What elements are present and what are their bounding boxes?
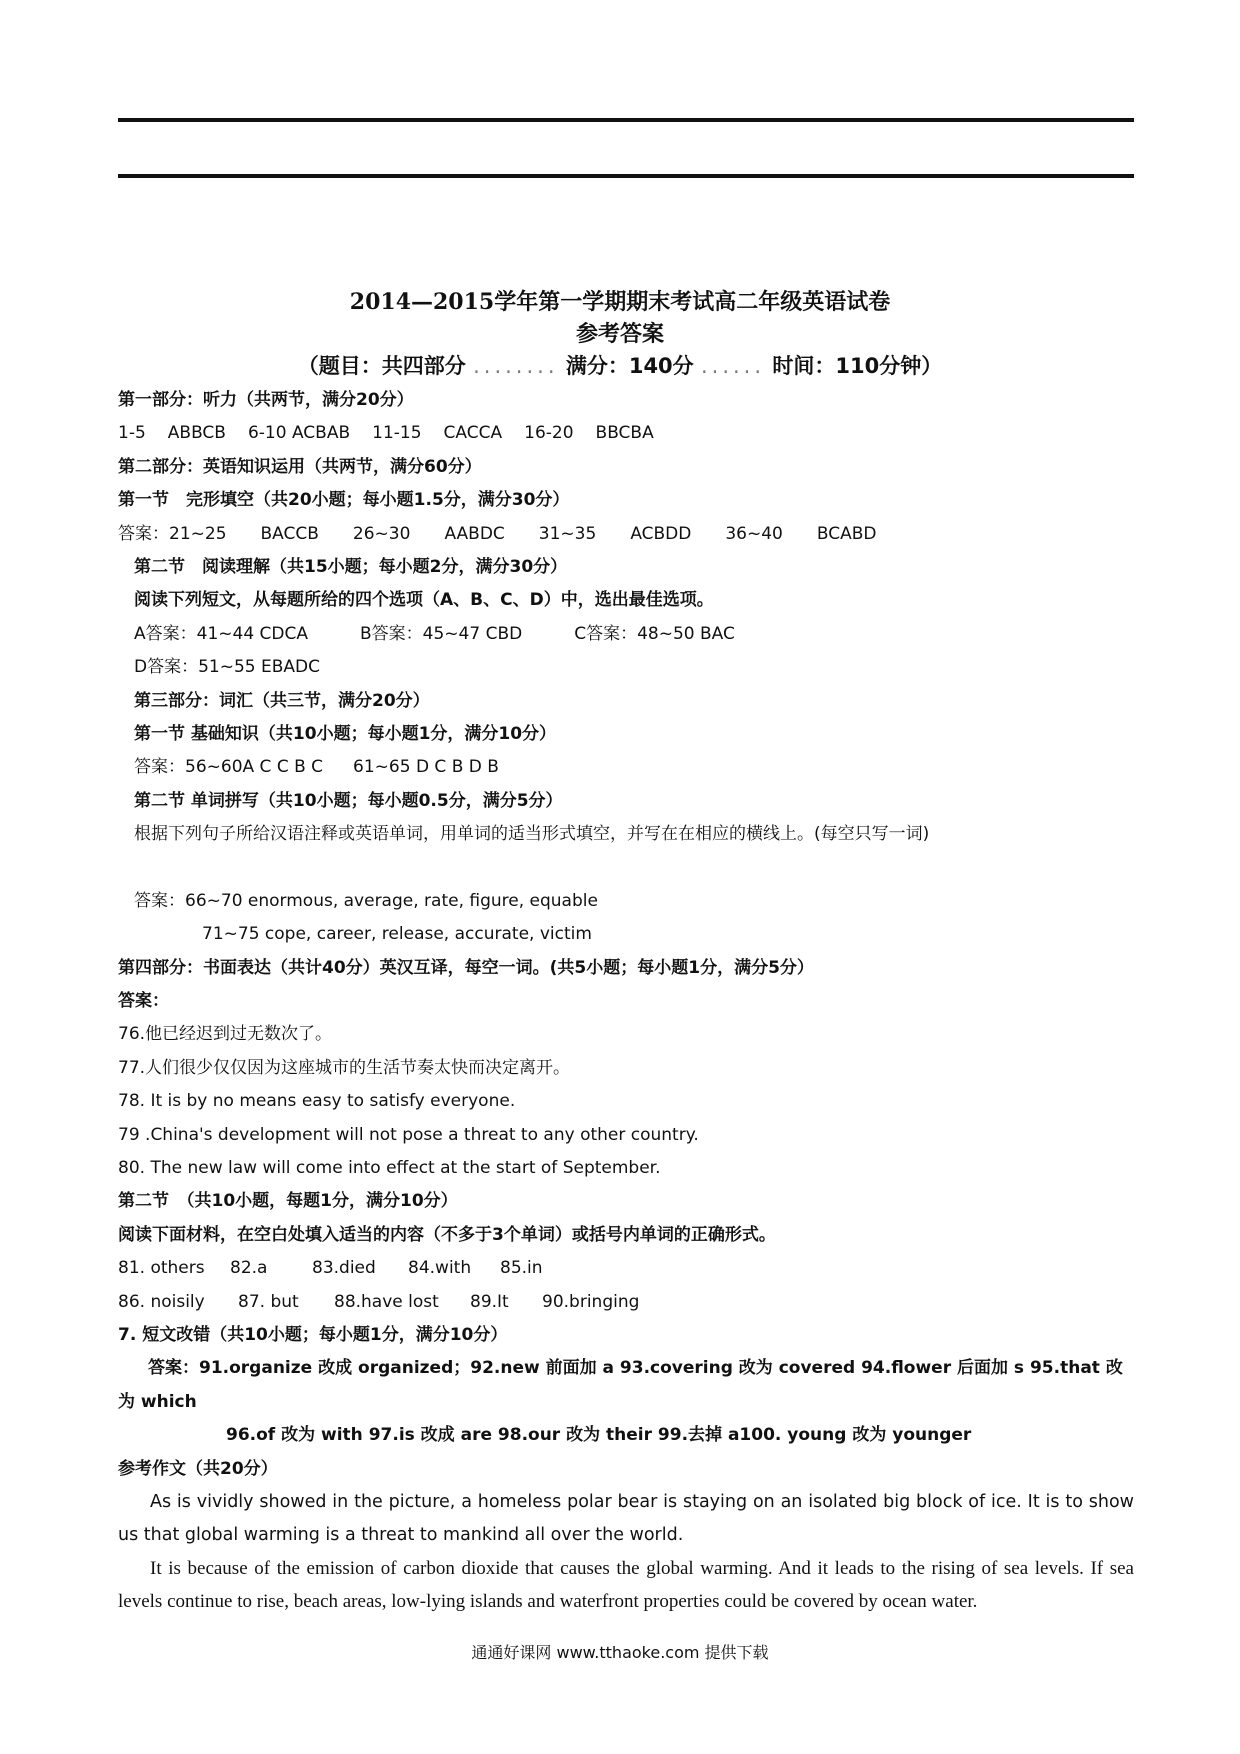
answer-set: A答案：41~44 CDCA	[134, 623, 309, 644]
part4-answer-label: 答案：	[118, 991, 169, 1012]
answer-range: 31~35	[538, 523, 597, 544]
correction-answer-1: 答案：91.organize 改成 organized；92.new 前面加 a 93.covering 改为 covered 94.flower 后面加 s 95.that 改为 which	[118, 1358, 1123, 1412]
cloze-answer: 90.bringing	[542, 1291, 640, 1312]
exam-title: 2014—2015学年第一学期期末考试高二年级英语试卷	[349, 289, 891, 315]
translation-78: 78. It is by no means easy to satisfy everyone.	[118, 1091, 516, 1112]
answer-set: ACBDD	[630, 523, 692, 544]
essay-paragraph-1: As is vividly showed in the picture, a homeless polar bear is staying on an isolated big block of ice. It is to show us that global warming is a threat to mankind all over the world.	[118, 1491, 1134, 1545]
answer-set: BBCBA	[595, 423, 654, 444]
correction-answer-2: 96.of 改为 with 97.is 改成 are 98.our 改为 their 99.去掉 a100. young 改为 younger	[226, 1425, 972, 1446]
cloze-answer: 89.It	[470, 1291, 509, 1312]
meta-part-count: （题目：共四部分	[297, 354, 466, 378]
part4-title: 第四部分：书面表达（共计40分）英汉互译，每空一词。(共5小题；每小题1分，满分5分）	[118, 957, 814, 978]
translation-80: 80. The new law will come into effect at the start of September.	[118, 1158, 661, 1178]
cloze-answer: 88.have lost	[334, 1291, 439, 1312]
part4-section2-instruction: 阅读下面材料，在空白处填入适当的内容（不多于3个单词）或括号内单词的正确形式。	[118, 1224, 776, 1245]
part2-section2-title: 第二节 阅读理解（共15小题；每小题2分，满分30分）	[134, 556, 568, 577]
translation-77: 77.人们很少仅仅因为这座城市的生活节奏太快而决定离开。	[118, 1057, 571, 1078]
cloze-answer: 87. but	[238, 1291, 299, 1312]
cloze-answer: 85.in	[500, 1258, 543, 1279]
answer-key-subtitle: 参考答案	[575, 322, 664, 347]
part2-section2-answers-2: D答案：51~55 EBADC	[134, 657, 320, 678]
meta-dots: ......	[700, 354, 766, 378]
answer-range: 答案：21~25	[118, 523, 227, 544]
essay-title: 参考作文（共20分）	[118, 1458, 278, 1479]
essay-paragraph-2: It is because of the emission of carbon dioxide that causes the global warming. And it leads to the rising of sea levels. If sea levels continue to rise, beach areas, low-lying islands and waterfront properties could be covered by ocean water.	[118, 1557, 1134, 1612]
part1-answers	[118, 417, 1134, 450]
part4-section2-title: 第二节 （共10小题，每题1分，满分10分）	[118, 1191, 458, 1212]
cloze-answer: 84.with	[408, 1258, 472, 1279]
cloze-answers-row-1	[118, 1252, 1134, 1285]
answer-set: BACCB	[260, 523, 319, 544]
answer-range: 11-15	[372, 423, 422, 444]
cloze-answers-row-2	[118, 1286, 1134, 1319]
top-rule-1	[118, 118, 1134, 122]
part3-section2-title: 第二节 单词拼写（共10小题；每小题0.5分，满分5分）	[134, 790, 563, 811]
translation-76: 76.他已经迟到过无数次了。	[118, 1024, 333, 1045]
answer-range: 26~30	[352, 523, 411, 544]
exam-meta	[0, 350, 1240, 380]
meta-time: 时间：110分钟）	[772, 354, 943, 378]
answer-set: ABBCB	[167, 423, 226, 444]
part1-title: 第一部分：听力（共两节，满分20分）	[118, 390, 414, 410]
answer-set: BCABD	[816, 523, 877, 544]
correction-title: 7. 短文改错（共10小题；每小题1分，满分10分）	[118, 1324, 508, 1345]
part3-section2-answers-2: 71~75 cope, career, release, accurate, victim	[202, 924, 592, 945]
footer-download-note: 通通好课网 www.tthaoke.com 提供下载	[471, 1643, 769, 1662]
answer-set: 6-10 ACBAB	[247, 423, 351, 444]
top-rule-2	[118, 174, 1134, 178]
cloze-answer: 83.died	[312, 1258, 376, 1279]
answer-range: 16-20	[524, 423, 574, 444]
meta-dots: ........	[473, 354, 559, 378]
part3-section1-answers	[118, 751, 1134, 784]
part3-section2-instruction: 根据下列句子所给汉语注释或英语单词，用单词的适当形式填空，并写在在相应的横线上。(每空只写一词)	[134, 824, 930, 845]
part2-section2-answers-1	[118, 618, 1134, 651]
part2-section1-title: 第一节 完形填空（共20小题；每小题1.5分，满分30分）	[118, 490, 570, 511]
answer-range: 36~40	[725, 523, 783, 544]
part2-section2-instruction: 阅读下列短文，从每题所给的四个选项（A、B、C、D）中，选出最佳选项。	[134, 590, 714, 611]
answer-set: B答案：45~47 CBD	[360, 623, 523, 644]
translation-79: 79 .China's development will not pose a threat to any other country.	[118, 1124, 699, 1145]
answer-set: CACCA	[443, 423, 503, 444]
meta-full-score: 满分：140分	[565, 354, 694, 378]
cloze-answer: 86. noisily	[118, 1291, 205, 1312]
answer-set: 61~65 D C B D B	[353, 757, 499, 778]
answer-set: C答案：48~50 BAC	[574, 623, 735, 644]
answer-content	[118, 384, 1134, 1618]
answer-set: 答案：56~60A C C B C	[134, 757, 324, 778]
answer-range: 1-5	[118, 423, 146, 444]
answer-set: AABDC	[444, 523, 505, 544]
part2-section1-answers	[118, 518, 1134, 551]
cloze-answer: 82.a	[230, 1258, 268, 1279]
part3-section2-answers-1: 答案：66~70 enormous, average, rate, figure, equable	[134, 890, 598, 911]
cloze-answer: 81. others	[118, 1258, 205, 1279]
part3-section1-title: 第一节 基础知识（共10小题；每小题1分，满分10分）	[134, 723, 557, 744]
part2-title: 第二部分：英语知识运用（共两节，满分60分）	[118, 456, 482, 477]
part3-title: 第三部分：词汇（共三节，满分20分）	[134, 690, 430, 711]
